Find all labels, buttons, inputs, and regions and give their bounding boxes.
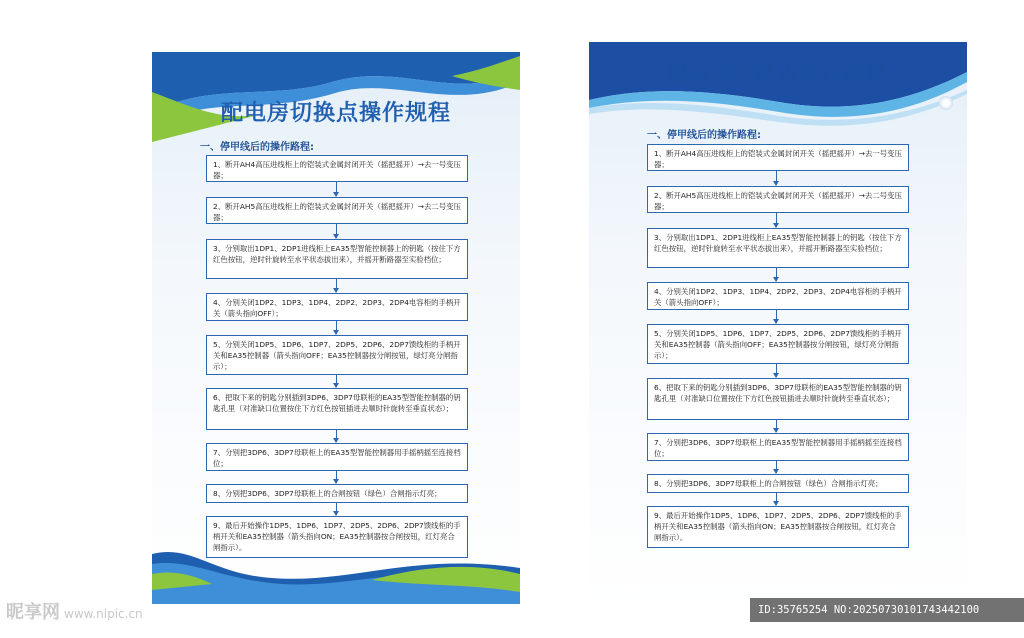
step-box: 9、最后开始操作1DP5、1DP6、1DP7、2DP5、2DP6、2DP7馈线柜的手柄开关和EA35控制器（箭头指向ON；EA35控制器按合闸按钮，红灯亮合闸指示）。 [206, 516, 468, 558]
step-box: 5、分别关闭1DP5、1DP6、1DP7、2DP5、2DP6、2DP7馈线柜的手柄开关和EA35控制器（箭头指向OFF；EA35控制器按分闸按钮，绿灯亮分闸指示）； [206, 335, 468, 375]
page-title: 配电房切换点操作规程 [220, 100, 451, 126]
step-box: 2、断开AH5高压进线柜上的铠装式金属封闭开关（摇把摇开）→去二号变压器； [647, 186, 909, 213]
step-box: 3、分别取出1DP1、2DP1进线柜上EA35型智能控制器上的钥匙（按住下方红色按钮，逆时针旋转至水平状态拔出来），并摇开断路器至实验档位； [647, 228, 909, 268]
page-title: 配电房切换点操作规程 [667, 64, 888, 86]
section-heading: 一、停甲线后的操作路程: [200, 142, 314, 153]
down-arrow-icon [336, 471, 337, 483]
bottom-wave-decoration [152, 544, 520, 604]
step-box: 5、分别关闭1DP5、1DP6、1DP7、2DP5、2DP6、2DP7馈线柜的手柄开关和EA35控制器（箭头指向OFF；EA35控制器按分闸按钮，绿灯亮分闸指示）； [647, 324, 909, 364]
step-box: 7、分别把3DP6、3DP7母联柜上的EA35型智能控制器用手摇柄摇至连接档位； [206, 443, 468, 471]
step-box: 3、分别取出1DP1、2DP1进线柜上EA35型智能控制器上的钥匙（按住下方红色按钮，逆时针旋转至水平状态拔出来），并摇开断路器至实验档位； [206, 239, 468, 279]
down-arrow-icon [776, 420, 777, 432]
down-arrow-icon [776, 213, 777, 227]
down-arrow-icon [336, 375, 337, 387]
poster-left [152, 52, 520, 604]
step-box: 8、分别把3DP6、3DP7母联柜上的合闸按钮（绿色）合闸指示灯亮； [647, 474, 909, 493]
watermark-url: www.nipic.cn [64, 607, 143, 621]
image-id-strip: ID:35765254 NO:20250730101743442100 [750, 598, 1024, 622]
step-box: 1、断开AH4高压进线柜上的铠装式金属封闭开关（摇把摇开）→去一号变压器； [647, 144, 909, 171]
step-box: 6、把取下来的钥匙分别插到3DP6、3DP7母联柜的EA35型智能控制器的钥匙孔里（对准缺口位置按住下方红色按钮插进去顺时针旋转至垂直状态）； [647, 378, 909, 420]
down-arrow-icon [776, 310, 777, 323]
down-arrow-icon [776, 171, 777, 185]
down-arrow-icon [336, 279, 337, 292]
step-box: 8、分别把3DP6、3DP7母联柜上的合闸按钮（绿色）合闸指示灯亮； [206, 484, 468, 503]
circle-decoration [939, 96, 953, 110]
step-box: 9、最后开始操作1DP5、1DP6、1DP7、2DP5、2DP6、2DP7馈线柜的手柄开关和EA35控制器（箭头指向ON；EA35控制器按合闸按钮，红灯亮合闸指示）。 [647, 506, 909, 548]
watermark-logo-text: 昵享网 [6, 602, 60, 623]
step-box: 4、分别关闭1DP2、1DP3、1DP4、2DP2、2DP3、2DP4电容柜的手柄开关（箭头指向OFF）； [647, 282, 909, 310]
step-box: 1、断开AH4高压进线柜上的铠装式金属封闭开关（摇把摇开）→去一号变压器； [206, 155, 468, 182]
down-arrow-icon [776, 268, 777, 281]
down-arrow-icon [776, 461, 777, 473]
step-box: 4、分别关闭1DP2、1DP3、1DP4、2DP2、2DP3、2DP4电容柜的手柄开关（箭头指向OFF）； [206, 293, 468, 321]
top-wave-decoration [589, 42, 967, 132]
down-arrow-icon [776, 493, 777, 505]
step-box: 7、分别把3DP6、3DP7母联柜上的EA35型智能控制器用手摇柄摇至连接档位； [647, 433, 909, 461]
poster-right [589, 42, 967, 608]
down-arrow-icon [336, 182, 337, 196]
watermark-logo [6, 598, 143, 624]
step-box: 2、断开AH5高压进线柜上的铠装式金属封闭开关（摇把摇开）→去二号变压器； [206, 197, 468, 224]
down-arrow-icon [336, 321, 337, 334]
step-box: 6、把取下来的钥匙分别插到3DP6、3DP7母联柜的EA35型智能控制器的钥匙孔里（对准缺口位置按住下方红色按钮插进去顺时针旋转至垂直状态）； [206, 388, 468, 430]
down-arrow-icon [336, 430, 337, 442]
down-arrow-icon [336, 224, 337, 238]
down-arrow-icon [776, 364, 777, 377]
section-heading: 一、停甲线后的操作路程: [647, 130, 761, 141]
down-arrow-icon [336, 503, 337, 515]
